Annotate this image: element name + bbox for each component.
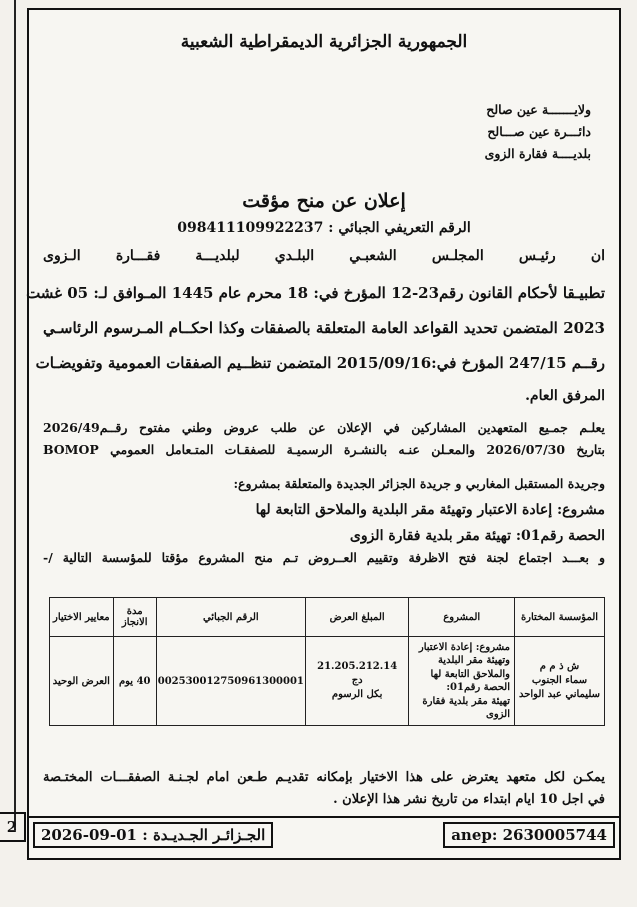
notice-title: إعلان عن منح مؤقت bbox=[242, 190, 406, 212]
page-number: 2 bbox=[0, 812, 26, 842]
column-header: المؤسسة المختارة bbox=[515, 598, 605, 637]
announcement-frame bbox=[27, 8, 621, 860]
column-header: معايير الاختيار bbox=[50, 598, 114, 637]
preamble-line: المرفق العام. bbox=[525, 388, 605, 404]
preamble-line: 2023 المتضمن تحديد القواعد العامة المتعلقة بالصفقات وكذا احكــام المـرسوم الرئاسـي bbox=[43, 319, 605, 337]
amount-cell: 21.205.212.14 دج بكل الرسوم bbox=[305, 637, 409, 726]
duration-cell: 40 يوم bbox=[113, 637, 156, 726]
project-cell: مشروع: إعادة الاعتبار وتهيئة مقر البلدية والملاحق التابعة لها الحصة رقم01: تهيئة مقر بلدية فقارة الزوى bbox=[409, 637, 515, 726]
column-header: مدة الانجاز bbox=[113, 598, 156, 637]
criteria-cell: العرض الوحيد bbox=[50, 637, 114, 726]
statement-line: بتاريخ 2026/07/30 والمعـلن عنـه بالنشـرة الرسميـة للصفقـات المتـعامل العمومي BOMOP bbox=[43, 442, 605, 457]
preamble-line: ان رئيـس المجلـس الشعبـي البلـدي لبلديـــة فقـــارة الـزوى bbox=[43, 248, 605, 264]
table-row bbox=[50, 637, 605, 726]
lot-title: الحصة رقم01: تهيئة مقر بلدية فقارة الزوى bbox=[349, 528, 605, 544]
anep-reference: anep: 2630005744 bbox=[443, 822, 615, 848]
appeal-line: في اجل 10 ايام ابتداء من تاريخ نشر هذا الإعلان . bbox=[333, 792, 605, 807]
preamble-line: تطبيـقا لأحكام القانون رقم23-12 المؤرخ في: 18 محرم عام 1445 المـوافق لـ: 05 غشت bbox=[26, 284, 605, 302]
announcement-footer bbox=[29, 816, 619, 864]
tax-id-cell: 002530012750961300001 bbox=[156, 637, 305, 726]
appeal-line: يمكـن لكل متعهد يعترض على هذا الاختيار بإمكانه تقديـم طـعن امام لجـنـة الصفقـــات المختـصة bbox=[43, 770, 605, 785]
tax-identification-number: الرقم التعريفي الجبائي : 098411109922237 bbox=[177, 220, 471, 236]
statement-line: وجريدة المستقبل المغاربي و جريدة الجزائر الجديدة والمتعلقة بمشروع: bbox=[233, 476, 605, 491]
announcement-body bbox=[26, 10, 619, 816]
adjacent-column-edge bbox=[0, 0, 16, 830]
newspaper-date: الجـزائـر الجـديـدة : 01-09-2026 bbox=[33, 822, 273, 848]
republic-header: الجمهورية الجزائرية الديمقراطية الشعبية bbox=[180, 32, 468, 52]
preamble-line: رقــم 247/15 المؤرخ في:2015/09/16 المتضمن تنظــيم الصفقات العمومية وتفويضـات bbox=[35, 354, 605, 372]
column-header: الرقم الجبائي bbox=[156, 598, 305, 637]
award-table bbox=[49, 597, 605, 726]
committee-statement: و بعـــد اجتماع لجنة فتح الاظرفة وتقييم العــروض تـم منح المشروع مؤقتا للمؤسسة التالية /- bbox=[43, 550, 605, 565]
column-header: المبلغ العرض bbox=[305, 598, 409, 637]
commune-line: بلديــــة فقارة الزوى bbox=[484, 146, 591, 161]
wilaya-line: ولايـــــــة عين صالح bbox=[486, 102, 591, 117]
daira-line: دائـــرة عين صـــالح bbox=[487, 124, 591, 139]
column-header: المشروع bbox=[409, 598, 515, 637]
statement-line: يعلـم جمـيع المتعهدين المشاركين في الإعلان عن طلب عروض وطني مفتوح رقــم2026/49 bbox=[43, 420, 605, 435]
company-cell: ش ذ م م سماء الجنوب سليماني عبد الواحد bbox=[515, 637, 605, 726]
project-title: مشروع: إعادة الاعتبار وتهيئة مقر البلدية والملاحق التابعة لها bbox=[255, 502, 605, 518]
table-header-row bbox=[50, 598, 605, 637]
